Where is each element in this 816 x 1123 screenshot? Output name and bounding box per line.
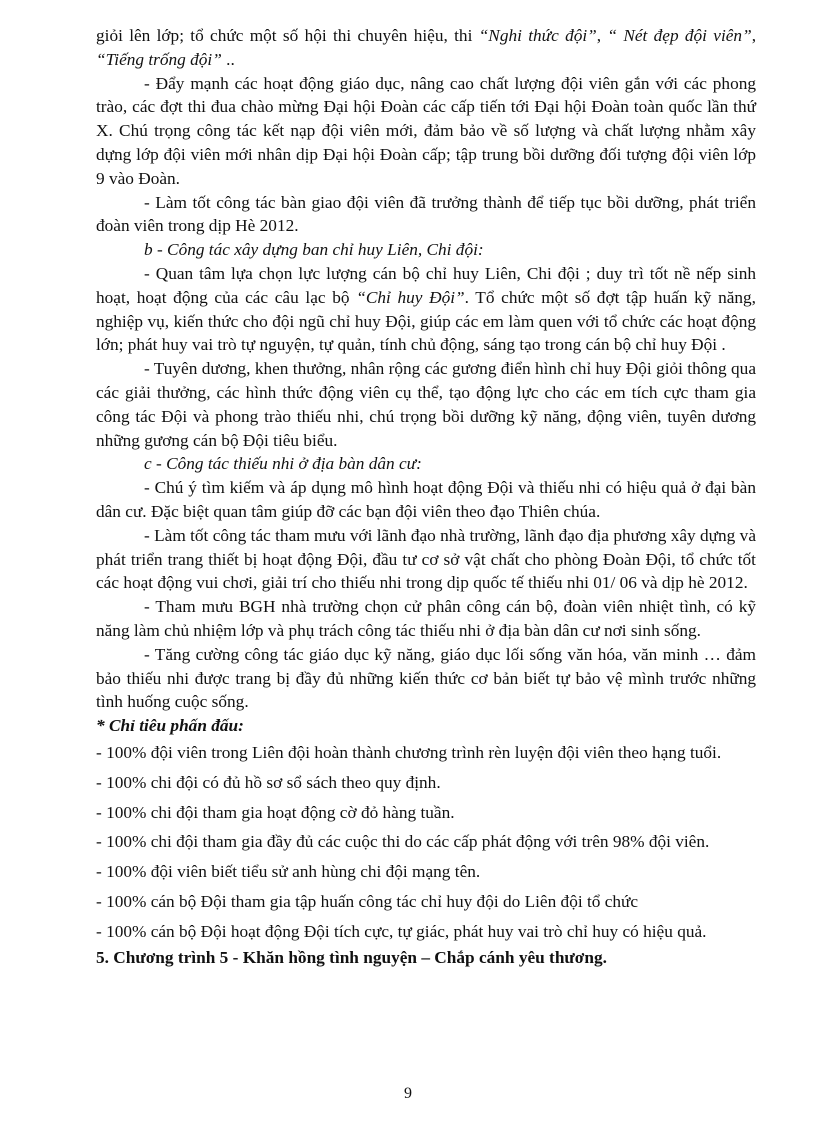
target-item: - 100% chi đội tham gia hoạt động cờ đỏ hàng tuần.	[96, 802, 455, 822]
heading-program-5: 5. Chương trình 5 - Khăn hồng tình nguyện – Chắp cánh yêu thương.	[96, 948, 607, 968]
target-item: - 100% đội viên trong Liên đội hoàn thành chương trình rèn luyện đội viên theo hạng tuổi.	[96, 742, 722, 762]
paragraph-model: - Chú ý tìm kiếm và áp dụng mô hình hoạt động Đội và thiếu nhi có hiệu quả ở đại bàn dân cư. Đặc biệt quan tâm giúp đỡ các bạn đội viên theo đạo Thiên chúa.	[96, 478, 756, 521]
text-run: ,	[596, 26, 608, 45]
text-run: ,	[751, 26, 757, 45]
paragraph-handover: - Làm tốt công tác bàn giao đội viên đã trưởng thành để tiếp tục bồi dưỡng, phát triển đoàn viên trong dịp Hè 2012.	[96, 192, 756, 236]
target-item: - 100% cán bộ Đội hoạt động Đội tích cực, tự giác, phát huy vai trò chỉ huy có hiệu quả.	[96, 921, 707, 941]
heading-section-b: b - Công tác xây dựng ban chỉ huy Liên, Chi đội:	[144, 240, 484, 260]
italic-contest-name: “Nghi thức đội”	[478, 26, 597, 45]
text-run: ..	[221, 49, 235, 69]
targets-list	[96, 741, 756, 944]
italic-club-name: “Chỉ huy Đội”	[356, 287, 465, 307]
heading-targets: * Chỉ tiêu phấn đấu:	[96, 716, 244, 736]
text-run: giỏi lên lớp; tổ chức một số hội thi chuyên hiệu, thi	[96, 26, 479, 45]
text-run: . Tổ chức một số đợt tập huấn kỹ năng, nghiệp vụ, kiến thức cho đội ngũ chỉ huy Đội, giúp các em làm quen với tổ chức các hoạt động lớn; phát huy vai trò tự nguyện, tự quản, tính chủ động, sáng tạo trong cán bộ chỉ huy Đội .	[96, 287, 756, 355]
italic-contest-name: “Tiếng trống đội”	[96, 49, 222, 69]
text-run: - Quan tâm lựa chọn lực lượng cán bộ chỉ huy Liên, Chi đội ; duy trì tốt nề nếp sinh hoạt, hoạt động của các câu lạc bộ	[96, 263, 756, 307]
italic-contest-name: “ Nét đẹp đội viên”	[607, 26, 752, 45]
paragraph-education: - Đẩy mạnh các hoạt động giáo dục, nâng cao chất lượng đội viên gắn với các phong trào, các đợt thi đua chào mừng Đại hội Đoàn các cấp tiến tới Đại hội Đoàn toàn quốc lần thứ X. Chú trọng công tác kết nạp đội viên mới, đảm bảo về số lượng và chất lượng nhằm xây dựng lớp đội viên mới nhân dịp Đại hội Đoàn cấp; tập trung bồi dưỡng đối tượng đội viên lớp 9 vào Đoàn.	[96, 73, 756, 188]
target-item: - 100% cán bộ Đội tham gia tập huấn công tác chỉ huy đội do Liên đội tổ chức	[96, 891, 639, 911]
paragraph-command-selection	[96, 262, 756, 357]
target-item: - 100% chi đội tham gia đầy đủ các cuộc thi do các cấp phát động với trên 98% đội viên.	[96, 832, 710, 852]
paragraph-advisory: - Làm tốt công tác tham mưu với lãnh đạo nhà trường, lãnh đạo địa phương xây dựng và phát triển trang thiết bị hoạt động Đội, đầu tư cơ sở vật chất cho phòng Đoàn Đội, tổ chức tốt các hoạt động vui chơi, giải trí cho thiếu nhi trong dịp quốc tế thiếu nhi 01/ 06 và dịp hè 2012.	[96, 525, 756, 593]
paragraph-commendation: - Tuyên dương, khen thưởng, nhân rộng các gương điển hình chỉ huy Đội giỏi thông qua các giải thưởng, các hình thức động viên cụ thể, tạo động lực cho các em tích cực tham gia công tác Đội và phong trào thiếu nhi, chú trọng bồi dưỡng kỹ năng, động viên, tuyên dương những gương cán bộ Đội tiêu biểu.	[96, 359, 756, 450]
paragraph-contests	[96, 24, 756, 72]
paragraph-skills: - Tăng cường công tác giáo dục kỹ năng, giáo dục lối sống văn hóa, văn minh … đảm bảo thiếu nhi được trang bị đầy đủ những kiến thức cơ bản biết tự bảo vệ mình trước những tình huống cuộc sống.	[96, 644, 756, 712]
page-number: 9	[404, 1085, 412, 1102]
heading-section-c: c - Công tác thiếu nhi ở địa bàn dân cư:	[144, 454, 422, 474]
paragraph-assignment: - Tham mưu BGH nhà trường chọn cử phân công cán bộ, đoàn viên nhiệt tình, có kỹ năng làm chủ nhiệm lớp và phụ trách công tác thiếu nhi ở địa bàn dân cư nơi sinh sống.	[96, 597, 756, 640]
page-content	[96, 24, 756, 970]
target-item: - 100% chi đội có đủ hồ sơ sổ sách theo quy định.	[96, 772, 441, 792]
target-item: - 100% đội viên biết tiểu sử anh hùng chi đội mạng tên.	[96, 862, 481, 882]
